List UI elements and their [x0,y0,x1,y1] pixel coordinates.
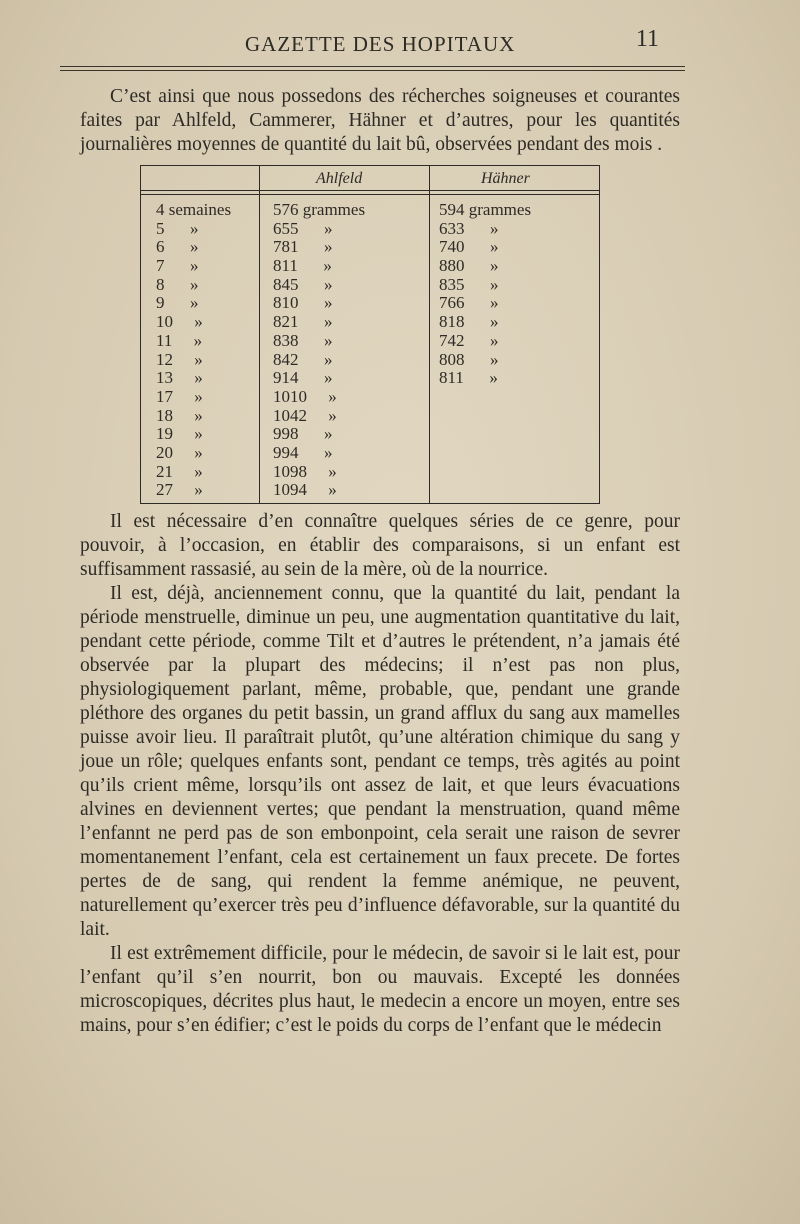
column-divider [429,165,430,503]
table-cell: 18 » [156,405,203,425]
page-number: 11 [635,26,659,52]
table-cell: 766 » [439,293,499,313]
column-header-ahlfeld: Ahlfeld [316,170,363,187]
table-header-rule [141,190,599,191]
table-cell: 594 grammes [439,200,532,219]
table-top-rule [141,165,599,166]
paragraph [80,510,680,582]
paragraph-text: Il est nécessaire d’en connaître quelques séries de ce genre, pour pouvoir, à l’occasion, en établir des comparaisons, si un enfant est suffisamment rassasié, au sein de la mère, où de la nourrice. [80,511,680,580]
huhner-column [439,201,589,388]
table-cell: 633 » [439,218,499,238]
table-cell: 27 » [156,480,203,500]
column-header-huhner: Hähner [481,170,530,187]
table-cell: 1010 » [273,386,337,406]
milk-quantity-table [140,165,600,504]
table-cell: 1094 » [273,480,337,500]
table-cell: 998 » [273,424,333,444]
paragraph [80,942,680,1038]
table-cell: 12 » [156,349,203,369]
table-cell: 4 semaines [156,200,232,219]
paragraph [80,582,680,942]
table-cell: 655 » [273,218,333,238]
intro-paragraph [80,85,680,157]
page-header [60,22,685,70]
table-cell: 6 » [156,237,199,257]
table-cell: 810 » [273,293,333,313]
header-rule-double [60,70,685,71]
table-cell: 19 » [156,424,203,444]
table-cell: 21 » [156,461,203,481]
table-cell: 17 » [156,386,203,406]
table-cell: 994 » [273,442,333,462]
table-cell: 1098 » [273,461,337,481]
intro-text: C’est ainsi que nous possedons des récherches soigneuses et courantes faites par Ahlfeld, Cammerer, Hähner et d’autres, pour les quantités journalières moyennes de quantité du lait bû, observées pendant des mois . [80,86,680,155]
table-cell: 5 » [156,218,199,238]
table-cell: 11 » [156,330,203,350]
table-cell: 811 » [439,368,498,388]
table-cell: 838 » [273,330,333,350]
table-cell: 1042 » [273,405,337,425]
table-cell: 845 » [273,274,333,294]
table-cell: 742 » [439,330,499,350]
table-cell: 835 » [439,274,499,294]
table-cell: 20 » [156,442,203,462]
ahlfeld-column [273,201,423,500]
table-cell: 576 grammes [273,200,366,219]
table-cell: 842 » [273,349,333,369]
table-cell: 914 » [273,368,333,388]
table-cell: 10 » [156,312,203,332]
table-header-rule-double [141,194,599,195]
table-cell: 821 » [273,312,333,332]
table-cell: 13 » [156,368,203,388]
table-cell: 8 » [156,274,199,294]
paragraph-text: Il est extrêmement difficile, pour le médecin, de savoir si le lait est, pour l’enfant qu’il s’en nourrit, bon ou mauvais. Excepté les données microscopiques, décrites plus haut, le medecin a encore un moyen, entre ses mains, pour s’en édifier; c’est le poids du corps de l’enfant que le médecin [80,943,680,1036]
table-cell: 9 » [156,293,199,313]
paragraph-text: Il est, déjà, anciennement connu, que la quantité du lait, pendant la période menstruelle, diminue un peu, une augmentation quantitative du lait, pendant cette période, comme Tilt et d’autres le prétendent, n’a jamais été observée par la plupart des médecins; il n’est pas non plus, physiologiquement parlant, même, probable, que, pendant une grande pléthore des organes du petit bassin, un grand afflux du sang aux mamelles puisse avoir lieu. Il paraîtrait plutôt, qu’une altération chimique du sang y joue un rôle; quelques enfants sont, pendant ce temps, très agités au point qu’ils crient même, lorsqu’ils ont assez de lait, et que leurs évacuations alvines en deviennent vertes; que pendant la menstruation, quand même l’enfannt ne perd pas de son embonpoint, cela serait une raison de sevrer momentanement l’enfant, cela est certainement un faux precete. De fortes pertes de de sang, qui rendent la femme anémique, ne peuvent, naturellement qu’exercer très peu d’influence défavorable, sur la quantité du lait. [80,583,680,940]
table-cell: 880 » [439,256,499,276]
body-text [80,510,680,1038]
weeks-column [156,201,256,500]
running-title: GAZETTE DES HOPITAUX [245,32,516,56]
table-cell: 808 » [439,349,499,369]
column-divider [259,165,260,503]
table-cell: 740 » [439,237,499,257]
table-cell: 818 » [439,312,499,332]
table-cell: 811 » [273,256,332,276]
table-cell: 7 » [156,256,199,276]
table-cell: 781 » [273,237,333,257]
header-rule [60,66,685,67]
